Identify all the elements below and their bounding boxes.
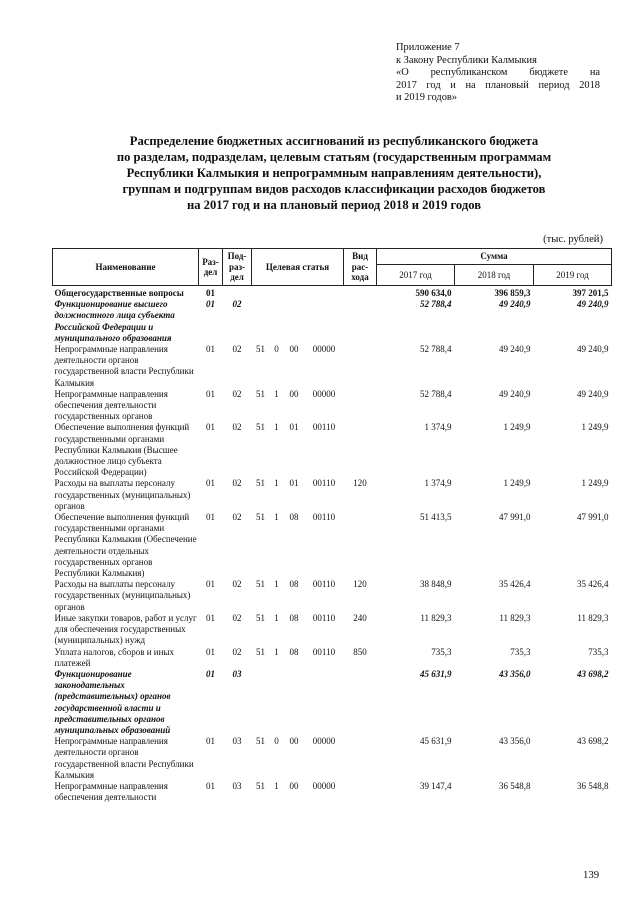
table-row (53, 389, 612, 423)
row-razdel: 01 (206, 736, 215, 747)
row-sum-2019: 1 249,9 (581, 422, 609, 433)
row-target-program: 51 (256, 780, 265, 791)
title-line: Распределение бюджетных ассигнований из республиканского бюджета (129, 134, 539, 148)
row-target-program (252, 286, 270, 300)
row-name: Обеспечение выполнения функций государственными органами Республики Калмыкия (Обеспечение деятельности отдельных государственных органов Республики Калмыкия) (54, 512, 197, 579)
row-target-direction: 00110 (312, 646, 336, 657)
row-razdel: 01 (206, 478, 215, 489)
row-name: Обеспечение выполнения функций государственными органами Республики Калмыкия (Высшее должностное лицо субъекта Российской Федерации) (54, 422, 190, 478)
row-name: Расходы на выплаты персоналу государственных (муниципальных) органов (54, 579, 191, 612)
row-target-subprogram (270, 669, 284, 736)
row-vid (344, 422, 377, 478)
row-sum-2017: 52 788,4 (420, 299, 452, 310)
row-target-event: 08 (289, 579, 299, 590)
row-target-direction (305, 299, 344, 344)
row-sum-2017: 45 631,9 (420, 736, 452, 747)
units-label: (тыс. рублей) (543, 234, 603, 245)
row-podrazdel: 02 (232, 512, 242, 523)
appendix-note (396, 42, 600, 105)
row-sum-2017: 52 788,4 (420, 388, 452, 399)
row-sum-2019: 397 201,5 (572, 288, 609, 298)
row-sum-2017: 52 788,4 (420, 344, 452, 355)
row-vid (344, 512, 377, 579)
row-target-subprogram: 1 (274, 422, 279, 433)
row-name: Функционирование высшего должностного лица субъекта Российской Федерации и муниципального образования (54, 299, 175, 343)
appendix-line: «О республиканском бюджете на (396, 67, 600, 79)
title-line: Республики Калмыкия и непрограммным направлениям деятельности), (126, 166, 542, 180)
row-target-event (284, 299, 305, 344)
row-target-subprogram: 1 (274, 478, 279, 489)
row-target-subprogram: 1 (274, 512, 279, 523)
row-target-direction: 00110 (312, 612, 336, 623)
row-sum-2018: 735,3 (510, 646, 531, 657)
row-razdel: 01 (206, 780, 215, 791)
row-sum-2017: 39 147,4 (420, 780, 452, 791)
row-target-event: 00 (289, 736, 299, 747)
row-razdel: 01 (206, 388, 215, 399)
row-sum-2017: 45 631,9 (420, 668, 452, 679)
row-target-direction: 00110 (312, 422, 336, 433)
row-target-subprogram: 1 (274, 646, 279, 657)
row-razdel: 01 (206, 288, 215, 298)
row-target-event: 00 (289, 780, 299, 791)
row-name: Расходы на выплаты персоналу государственных (муниципальных) органов (54, 478, 191, 511)
row-podrazdel: 03 (232, 668, 242, 679)
row-podrazdel: 03 (232, 736, 242, 747)
row-target-event: 00 (289, 344, 299, 355)
row-target-program: 51 (256, 388, 265, 399)
row-name: Непрограммные направления деятельности органов государственной власти Республики Калмыкия (54, 344, 194, 388)
row-target-event: 08 (289, 512, 299, 523)
row-name: Иные закупки товаров, работ и услуг для обеспечения государственных (муниципальных) нужд (54, 612, 197, 646)
title-line: по разделам, подразделам, целевым статьям (государственным программам (116, 150, 552, 164)
row-target-direction: 00110 (312, 512, 336, 523)
header-2017: 2017 год (377, 265, 455, 286)
row-razdel: 01 (206, 668, 215, 679)
row-vid: 120 (353, 478, 367, 489)
table-row (53, 512, 612, 579)
table-row (53, 781, 612, 803)
row-target-direction (305, 669, 344, 736)
row-sum-2018: 43 356,0 (499, 736, 531, 747)
row-target-direction: 00000 (312, 780, 336, 791)
document-title (56, 133, 612, 213)
row-target-program (252, 299, 270, 344)
row-name: Общегосударственные вопросы (54, 288, 184, 298)
row-podrazdel: 03 (232, 780, 242, 791)
row-sum-2017: 1 374,9 (424, 478, 452, 489)
row-target-program: 51 (256, 512, 265, 523)
row-sum-2017: 735,3 (431, 646, 452, 657)
row-name: Непрограммные направления обеспечения деятельности (54, 780, 168, 803)
row-target-program: 51 (256, 612, 265, 623)
row-target-subprogram: 0 (274, 736, 279, 747)
row-target-event: 00 (289, 388, 299, 399)
row-target-subprogram (270, 286, 284, 300)
title-line: группам и подгруппам видов расходов классификации расходов бюджетов (122, 182, 546, 196)
row-name: Уплата налогов, сборов и иных платежей (54, 646, 174, 668)
row-vid (344, 286, 377, 300)
row-vid (344, 389, 377, 423)
table-row (53, 286, 612, 300)
table-header (53, 249, 612, 286)
row-sum-2018: 396 859,3 (494, 288, 531, 298)
row-vid (344, 736, 377, 781)
row-podrazdel: 02 (232, 388, 242, 399)
row-target-subprogram: 1 (274, 780, 279, 791)
title-line: на 2017 год и на плановый период 2018 и 2019 годов (186, 198, 482, 212)
row-sum-2017: 1 374,9 (424, 422, 452, 433)
appendix-line: 2017 год и на плановый период 2018 (396, 79, 600, 91)
row-target-event: 08 (289, 612, 299, 623)
row-target-event (284, 669, 305, 736)
row-razdel: 01 (206, 344, 215, 355)
row-sum-2018: 47 991,0 (499, 512, 531, 523)
row-sum-2019: 11 829,3 (577, 612, 609, 623)
header-2018: 2018 год (455, 265, 534, 286)
row-razdel: 01 (206, 512, 215, 523)
row-target-direction: 00110 (312, 478, 336, 489)
row-sum-2018: 1 249,9 (503, 478, 531, 489)
row-target-program: 51 (256, 646, 265, 657)
row-target-subprogram: 1 (274, 612, 279, 623)
row-razdel: 01 (206, 299, 215, 310)
row-target-subprogram: 1 (274, 579, 279, 590)
appendix-line: Приложение 7 (396, 42, 460, 53)
row-sum-2017: 38 848,9 (420, 579, 452, 590)
row-name: Непрограммные направления обеспечения деятельности государственных органов (54, 388, 168, 422)
appendix-line: к Закону Республики Калмыкия (396, 54, 537, 66)
row-sum-2019: 43 698,2 (577, 736, 609, 747)
row-vid: 240 (353, 612, 367, 623)
row-sum-2019: 47 991,0 (577, 512, 609, 523)
table-row (53, 669, 612, 736)
table-body (53, 286, 612, 804)
table-row (53, 478, 612, 512)
row-sum-2019: 35 426,4 (577, 579, 609, 590)
header-sum: Сумма (377, 249, 612, 265)
row-target-program: 51 (256, 478, 265, 489)
header-2019: 2019 год (534, 265, 612, 286)
row-sum-2018: 49 240,9 (499, 299, 531, 310)
row-podrazdel: 02 (232, 299, 242, 310)
row-target-subprogram: 0 (274, 344, 279, 355)
row-target-direction (305, 286, 344, 300)
row-vid (344, 344, 377, 389)
row-vid: 850 (353, 646, 367, 657)
row-vid (344, 299, 377, 344)
row-target-direction: 00110 (312, 579, 336, 590)
row-name: Функционирование законодательных (представительных) органов государственной власти и представительных органов муниципальных образований (54, 668, 171, 735)
row-razdel: 01 (206, 422, 215, 433)
row-sum-2019: 43 698,2 (577, 668, 609, 679)
row-target-event: 08 (289, 646, 299, 657)
row-sum-2018: 11 829,3 (499, 612, 531, 623)
budget-table (52, 248, 612, 803)
table-row (53, 647, 612, 669)
row-target-event: 01 (289, 422, 299, 433)
table-row (53, 299, 612, 344)
row-target-direction: 00000 (312, 736, 336, 747)
table-row (53, 344, 612, 389)
row-sum-2017: 51 413,5 (420, 512, 452, 523)
row-podrazdel: 02 (232, 646, 242, 657)
row-podrazdel: 02 (232, 478, 242, 489)
row-sum-2019: 49 240,9 (577, 299, 609, 310)
row-razdel: 01 (206, 646, 215, 657)
row-target-event (284, 286, 305, 300)
row-sum-2017: 11 829,3 (420, 612, 452, 623)
row-vid: 120 (353, 579, 367, 590)
row-sum-2018: 1 249,9 (503, 422, 531, 433)
row-target-program: 51 (256, 579, 265, 590)
row-target-program (252, 669, 270, 736)
row-sum-2018: 43 356,0 (499, 668, 531, 679)
row-sum-2017: 590 634,0 (415, 288, 452, 298)
header-razdel: Раз- дел (199, 249, 223, 286)
row-sum-2018: 35 426,4 (499, 579, 531, 590)
row-target-program: 51 (256, 736, 265, 747)
row-target-program: 51 (256, 422, 265, 433)
row-sum-2018: 36 548,8 (499, 780, 531, 791)
row-target-event: 01 (289, 478, 299, 489)
header-name: Наименование (53, 249, 199, 286)
row-target-direction: 00000 (312, 388, 336, 399)
row-target-subprogram: 1 (274, 388, 279, 399)
row-vid (344, 781, 377, 803)
row-podrazdel (223, 286, 252, 300)
table-row (53, 613, 612, 647)
row-name: Непрограммные направления деятельности органов государственной власти Республики Калмыкия (54, 736, 194, 780)
row-sum-2019: 49 240,9 (577, 344, 609, 355)
row-razdel: 01 (206, 612, 215, 623)
header-vid: Вид рас- хода (344, 249, 377, 286)
row-podrazdel: 02 (232, 579, 242, 590)
row-sum-2019: 1 249,9 (581, 478, 609, 489)
page-number: 139 (583, 869, 600, 881)
row-sum-2019: 36 548,8 (577, 780, 609, 791)
row-sum-2018: 49 240,9 (499, 344, 531, 355)
row-target-program: 51 (256, 344, 265, 355)
row-target-direction: 00000 (312, 344, 336, 355)
header-podrazdel: Под- раз- дел (223, 249, 252, 286)
row-podrazdel: 02 (232, 612, 242, 623)
row-sum-2018: 49 240,9 (499, 388, 531, 399)
row-podrazdel: 02 (232, 344, 242, 355)
row-vid (344, 669, 377, 736)
header-target: Целевая статья (252, 249, 344, 286)
row-sum-2019: 49 240,9 (577, 388, 609, 399)
row-sum-2019: 735,3 (588, 646, 609, 657)
table-row (53, 422, 612, 478)
row-target-subprogram (270, 299, 284, 344)
row-podrazdel: 02 (232, 422, 242, 433)
row-razdel: 01 (206, 579, 215, 590)
table-row (53, 579, 612, 613)
appendix-line: и 2019 годов» (396, 92, 458, 104)
table-row (53, 736, 612, 781)
